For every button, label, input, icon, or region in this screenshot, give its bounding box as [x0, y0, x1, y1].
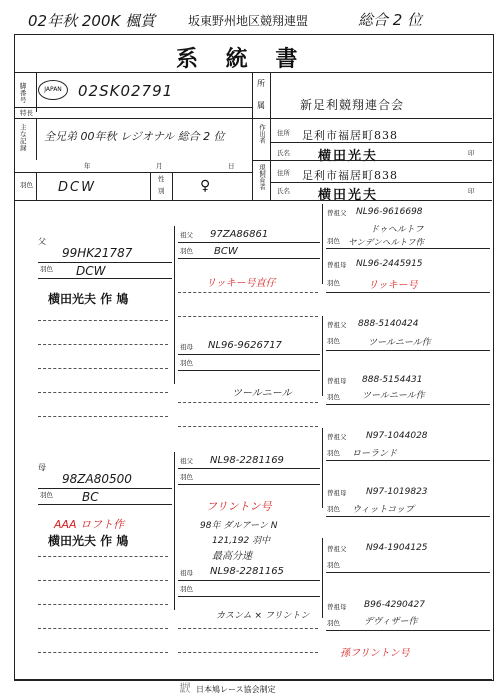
japan-logo: JAPAN: [38, 80, 68, 100]
sire-ring: 99HK21787: [62, 246, 133, 260]
color-value: DCW: [58, 180, 96, 195]
footer-org: 日本鳩レース協会制定: [196, 685, 276, 694]
month-label: 月: [156, 162, 163, 170]
gg-2-color-label: 羽色: [327, 279, 340, 287]
gg-6-ring: N97-1019823: [366, 487, 428, 497]
record-label: 主な記録: [20, 123, 27, 152]
grandsire-2-label: 祖父: [180, 457, 193, 465]
gg-2-note: リッキー号: [368, 280, 418, 291]
affiliation-label-2: 属: [257, 101, 265, 110]
dam-ring: 98ZA80500: [62, 472, 132, 486]
gg-7-color-label: 羽色: [327, 561, 340, 569]
footer-small-label: 社団法人: [180, 683, 191, 694]
granddam-1-ring: NL96-9626717: [208, 340, 282, 351]
sire-label: 父: [38, 237, 46, 246]
owner-address-label: 住所: [277, 129, 290, 137]
granddam-2-note: カスンム × フリントン: [216, 611, 310, 621]
dam-note: AAA ロフト作: [54, 518, 125, 531]
gg-8-ring: B96-4290427: [364, 600, 425, 610]
record-value: 全兄弟 00年秋 レジオナル 総合 2 位: [44, 130, 225, 143]
grandsire-2-color-label: 羽色: [180, 473, 193, 481]
gg-8-color-label: 羽色: [327, 619, 340, 627]
day-label: 日: [228, 162, 235, 170]
dam-owner: 横田光夫 作 鳩: [48, 534, 129, 548]
owner-name-label: 氏名: [277, 149, 290, 157]
handwritten-race-note: 02年秋 200K 楓賞: [28, 12, 156, 30]
gg-7-ring: N94-1904125: [366, 543, 428, 553]
dam-color: BC: [82, 490, 99, 504]
gg-4-ring: 888-5154431: [362, 375, 423, 385]
current-address: 足利市福居町838: [302, 169, 398, 182]
grandsire-2-ring: NL98-2281169: [210, 455, 284, 466]
grandsire-1-label: 祖父: [180, 231, 193, 239]
sex-value: ♀: [200, 178, 211, 194]
gg-5-color-label: 羽色: [327, 449, 340, 457]
granddam-2-color-label: 羽色: [180, 585, 193, 593]
gg-4-color-label: 羽色: [327, 393, 340, 401]
gg-3-label: 曽祖父: [327, 321, 347, 329]
year-label: 年: [84, 162, 91, 170]
grandsire-1-color: BCW: [214, 246, 238, 257]
grandsire-2-note-2: 121,192 羽中: [212, 536, 271, 546]
grandsire-2-note-1: 98年 ダルアーン N: [200, 521, 278, 531]
current-keeper-label: 現飼育者: [258, 164, 266, 190]
feature-label: 特長: [20, 109, 33, 117]
league-name: 坂東野州地区競翔連盟: [188, 14, 309, 28]
color-label: 羽色: [20, 181, 33, 189]
sire-color-label: 羽色: [40, 265, 53, 273]
gg-5-ring: N97-1044028: [366, 431, 428, 441]
dam-color-label: 羽色: [40, 491, 53, 499]
gg-6-color-label: 羽色: [327, 505, 340, 513]
gg-3-color-note: ツールニール作: [368, 338, 431, 348]
dam-label: 母: [38, 463, 46, 472]
gg-1-color-note: ヤンデンヘルトフ作: [348, 238, 424, 248]
sex-label-1: 性: [158, 175, 165, 183]
owner-seal: 印: [468, 149, 475, 157]
current-address-label: 住所: [277, 169, 290, 177]
granddam-2-ring: NL98-2281165: [210, 566, 284, 577]
current-name: 横田光夫: [318, 188, 379, 203]
affiliation-value: 新足利競翔連合会: [300, 98, 405, 112]
gg-6-color-note: ウィットコップ: [352, 505, 414, 515]
granddam-1-color-label: 羽色: [180, 359, 193, 367]
current-name-label: 氏名: [277, 187, 290, 195]
gg-7-label: 曽祖父: [327, 545, 347, 553]
gg-5-label: 曽祖父: [327, 433, 347, 441]
granddam-1-note: ツールニール: [232, 388, 292, 399]
gg-2-label: 曽祖母: [327, 261, 347, 269]
gg-1-ring: NL96-9616698: [356, 207, 423, 217]
grandsire-1-note: リッキー号直仔: [206, 278, 276, 289]
gg-5-color-note: ローランド: [352, 449, 398, 459]
gg-1-label: 曽祖父: [327, 209, 347, 217]
ring-number: 02SK02791: [78, 82, 174, 100]
gg-8-label: 曽祖母: [327, 603, 347, 611]
gg-8-color-note: デヴィザー作: [364, 617, 418, 627]
affiliation-label-1: 所: [257, 79, 265, 88]
handwritten-rank: 総合 2 位: [358, 11, 423, 29]
grandsire-2-note-3: 最高分速: [212, 551, 252, 562]
granddam-2-label: 祖母: [180, 569, 193, 577]
gg-4-label: 曽祖母: [327, 377, 347, 385]
current-seal: 印: [468, 187, 475, 195]
owner-name: 横田光夫: [318, 149, 379, 164]
sire-color: DCW: [76, 264, 106, 278]
gg-6-label: 曽祖母: [327, 489, 347, 497]
gg-3-ring: 888-5140424: [358, 319, 419, 329]
document-title: 系 統 書: [176, 46, 308, 72]
gg-4-color-note: ツールニール作: [362, 391, 425, 401]
granddam-1-label: 祖母: [180, 343, 193, 351]
sire-owner: 横田光夫 作 鳩: [48, 292, 129, 306]
gg-1-note: ドゥヘルトフ: [370, 225, 424, 235]
owner-address: 足利市福居町838: [302, 129, 398, 142]
gg-8-note: 孫フリントン号: [340, 648, 410, 659]
gg-2-ring: NL96-2445915: [356, 259, 423, 269]
gg-1-color-label: 羽色: [327, 237, 340, 245]
grandsire-1-color-label: 羽色: [180, 247, 193, 255]
sex-label-2: 別: [158, 187, 165, 195]
ring-label: 脚番号: [20, 82, 27, 104]
grandsire-2-note-red: フリントン号: [206, 500, 272, 513]
gg-3-color-label: 羽色: [327, 337, 340, 345]
breeder-label: 作出者: [258, 124, 266, 144]
grandsire-1-ring: 97ZA86861: [210, 229, 269, 240]
